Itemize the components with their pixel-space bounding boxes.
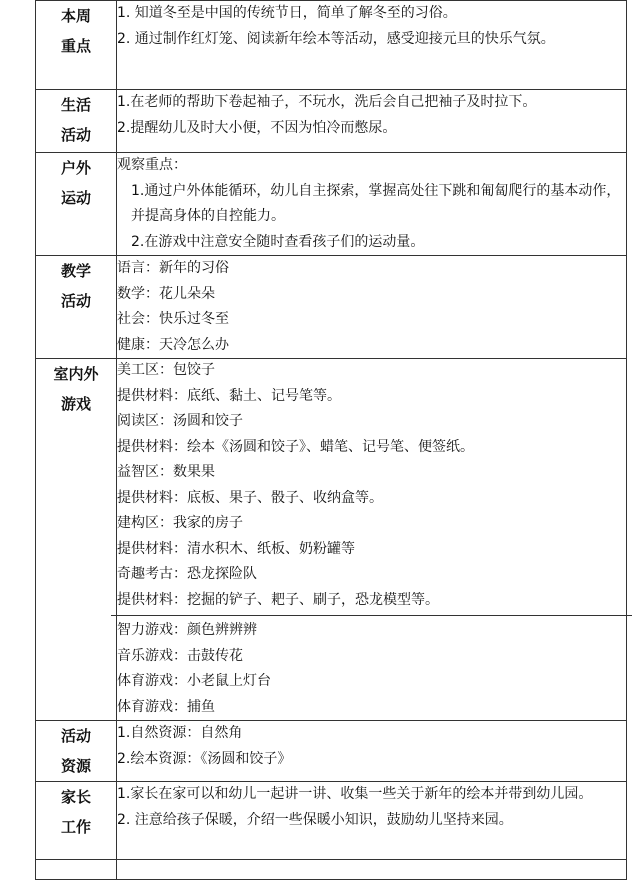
text-line: 2. 通过制作红灯笼、阅读新年绘本等活动，感受迎接元旦的快乐气氛。 [117,30,555,47]
text-line: 社会：快乐过冬至 [117,311,229,327]
observation-heading: 观察重点： [117,157,187,173]
game-line: 智力游戏：颜色辨辨辨 [117,622,257,638]
row-label-outdoor-sports [36,153,117,256]
area-line: 美工区：包饺子 [117,362,215,378]
text-line: 2.提醒幼儿及时大小便，不因为怕冷而憋尿。 [117,119,397,136]
text-line: 1. 知道冬至是中国的传统节日，简单了解冬至的习俗。 [117,5,457,21]
label-line: 活动 [60,727,91,745]
row-label-life-activities [36,90,117,153]
area-line: 提供材料：挖掘的铲子、耙子、刷子，恐龙模型等。 [117,591,439,608]
row-outdoor-sports [36,153,627,256]
area-line: 提供材料：底板、果子、骰子、收纳盒等。 [117,489,383,506]
label-line: 重点 [60,37,91,55]
label-line: 教学 [60,262,91,280]
row-indoor-outdoor-games [36,359,627,721]
row-content-parent-work [117,782,627,860]
row-label-next-partial [36,860,117,880]
row-life-activities [36,90,627,153]
area-line: 提供材料：底纸、黏土、记号笔等。 [117,387,341,404]
row-label-indoor-outdoor-games [36,359,117,721]
row-activity-resources [36,721,627,782]
label-line: 室内外 [53,365,99,383]
area-line: 阅读区：汤圆和饺子 [117,413,243,429]
label-line: 活动 [60,292,91,310]
label-line: 活动 [60,126,91,144]
row-label-weekly-focus [36,1,117,90]
row-label-parent-work [36,782,117,860]
text-line: 2. 注意给孩子保暖，介绍一些保暖小知识，鼓励幼儿坚持来园。 [117,811,513,828]
row-parent-work [36,782,627,860]
row-content-life-activities [117,90,627,153]
row-content-indoor-outdoor-games [117,359,627,721]
text-line: 1.自然资源：自然角 [117,725,243,741]
label-line: 户外 [60,159,91,177]
game-line: 音乐游戏：击鼓传花 [117,647,243,664]
weekly-plan-table [35,0,627,880]
row-label-activity-resources [36,721,117,782]
text-line: 数学：花儿朵朵 [117,285,215,302]
text-line: 1.家长在家可以和幼儿一起讲一讲、收集一些关于新年的绘本并带到幼儿园。 [117,786,593,802]
game-line: 体育游戏：捕鱼 [117,698,215,715]
game-line: 体育游戏：小老鼠上灯台 [117,673,271,689]
row-label-teaching-activities [36,256,117,359]
area-games-section [111,356,632,615]
row-weekly-focus [36,1,627,90]
row-content-weekly-focus [117,1,627,90]
label-line: 游戏 [60,395,91,413]
row-teaching-activities [36,256,627,359]
row-content-next-partial [117,860,627,880]
area-line: 建构区：我家的房子 [117,515,243,531]
area-line: 奇趣考古：恐龙探险队 [117,566,257,582]
area-line: 提供材料：绘本《汤圆和饺子》、蜡笔、记号笔、便签纸。 [117,438,474,455]
text-line: 2.绘本资源：《汤圆和饺子》 [117,750,292,767]
label-line: 工作 [60,818,91,836]
text-line: 2.在游戏中注意安全随时查看孩子们的运动量。 [131,233,425,250]
row-content-teaching-activities [117,256,627,359]
label-line: 家长 [60,788,91,806]
row-next-partial [36,860,627,880]
label-line: 生活 [60,96,91,114]
row-content-activity-resources [117,721,627,782]
label-line: 资源 [60,757,91,775]
text-line: 语言：新年的习俗 [117,260,229,276]
label-line: 本周 [60,7,91,25]
label-line: 运动 [60,189,91,207]
row-content-outdoor-sports [117,153,627,256]
text-line: 1.在老师的帮助下卷起袖子，不玩水，洗后会自己把袖子及时拉下。 [117,94,537,110]
area-line: 提供材料：清水积木、纸板、奶粉罐等 [117,540,355,557]
area-line: 益智区：数果果 [117,464,215,480]
text-line: 健康：天冷怎么办 [117,336,229,353]
group-games-section [111,615,632,720]
text-line: 1.通过户外体能循环，幼儿自主探索，掌握高处往下跳和匍匐爬行的基本动作，并提高身体的自控能力。 [131,182,621,224]
